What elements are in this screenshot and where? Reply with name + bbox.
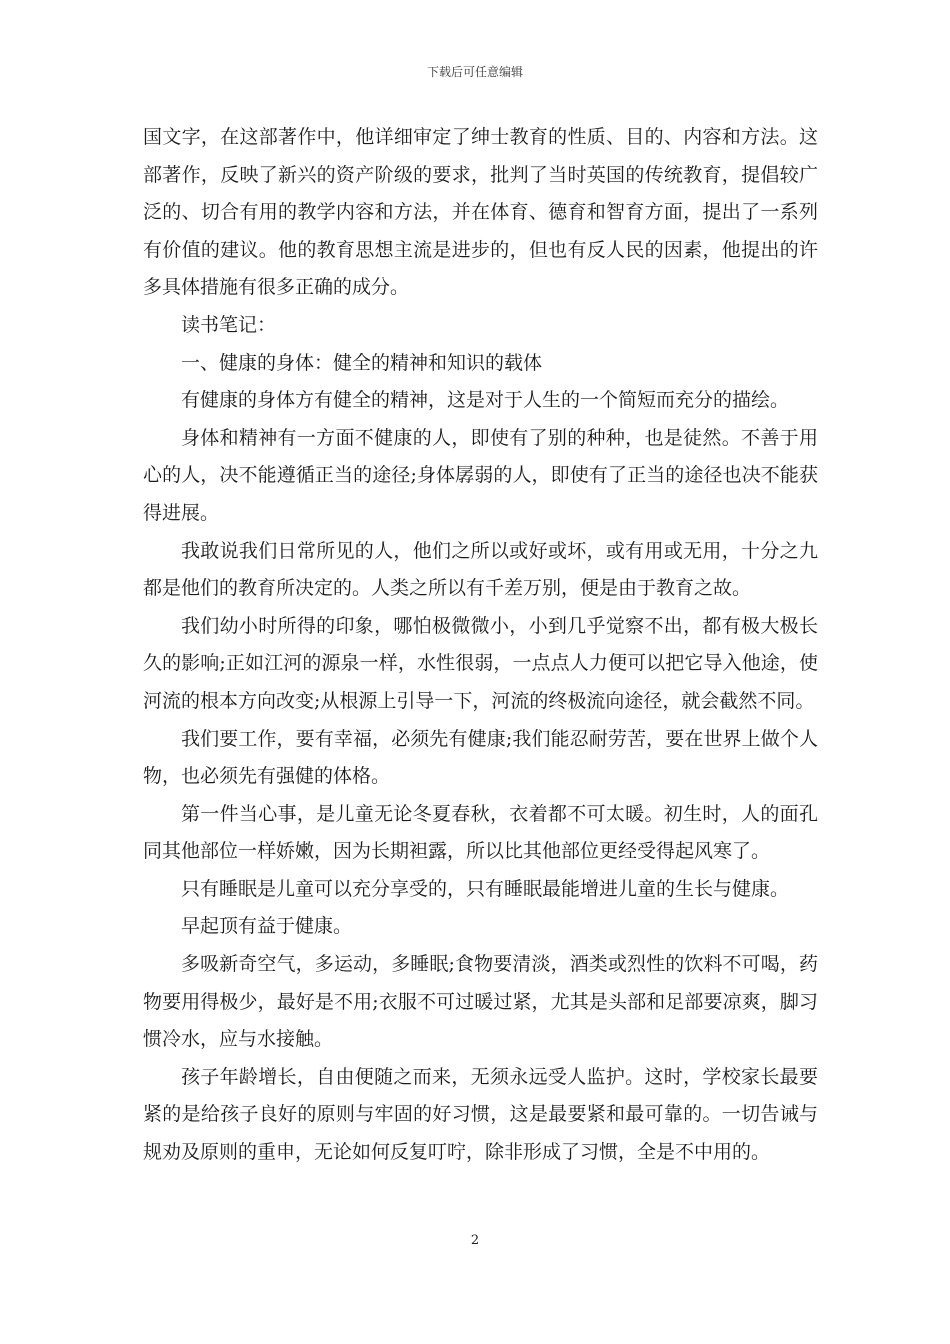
document-body — [143, 119, 818, 1172]
page-number: 2 — [470, 1233, 480, 1248]
paragraph: 孩子年龄增长，自由便随之而来，无须永远受人监护。这时，学校家长最要紧的是给孩子良好的原则与牢固的好习惯，这是最要紧和最可靠的。一切告诫与规劝及原则的重申，无论如何反复叮咛，除非形成了习惯，全是不中用的。 — [143, 1065, 818, 1164]
paragraph: 读书笔记： — [181, 313, 277, 336]
paragraph: 国文字，在这部著作中，他详细审定了绅士教育的性质、目的、内容和方法。这部著作，反映了新兴的资产阶级的要求，批判了当时英国的传统教育，提倡较广泛的、切合有用的教学内容和方法，并在体育、德育和智育方面，提出了一系列有价值的建议。他的教育思想主流是进步的，但也有反人民的因素，他提出的许多具体措施有很多正确的成分。 — [143, 126, 818, 299]
paragraph: 有健康的身体方有健全的精神，这是对于人生的一个简短而充分的描绘。 — [181, 389, 790, 412]
paragraph: 第一件当心事，是儿童无论冬夏春秋，衣着都不可太暖。初生时，人的面孔同其他部位一样娇嫩，因为长期袒露，所以比其他部位更经受得起风寒了。 — [143, 802, 818, 863]
paragraph: 我敢说我们日常所见的人，他们之所以或好或坏，或有用或无用，十分之九都是他们的教育所决定的。人类之所以有千差万别，便是由于教育之故。 — [143, 539, 818, 600]
paragraph: 只有睡眠是儿童可以充分享受的，只有睡眠最能增进儿童的生长与健康。 — [181, 877, 790, 900]
paragraph: 身体和精神有一方面不健康的人，即使有了别的种种，也是徒然。不善于用心的人，决不能遵循正当的途径;身体孱弱的人，即使有了正当的途径也决不能获得进展。 — [143, 426, 818, 524]
section-heading: 一、健康的身体：健全的精神和知识的载体 — [181, 351, 543, 374]
paragraph: 我们要工作，要有幸福，必须先有健康;我们能忍耐劳苦，要在世界上做个人物，也必须先有强健的体格。 — [143, 727, 818, 788]
paragraph: 多吸新奇空气，多运动，多睡眠;食物要清淡，酒类或烈性的饮料不可喝，药物要用得极少，最好是不用;衣服不可过暖过紧，尤其是头部和足部要凉爽，脚习惯冷水，应与水接触。 — [143, 953, 818, 1051]
page-header: 下载后可任意编辑 — [426, 65, 523, 79]
paragraph: 我们幼小时所得的印象，哪怕极微微小，小到几乎觉察不出，都有极大极长久的影响;正如江河的源泉一样，水性很弱，一点点人力便可以把它导入他途，使河流的根本方向改变;从根源上引导一下，河流的终极流向途径，就会截然不同。 — [143, 614, 818, 712]
paragraph: 早起顶有益于健康。 — [181, 915, 353, 938]
